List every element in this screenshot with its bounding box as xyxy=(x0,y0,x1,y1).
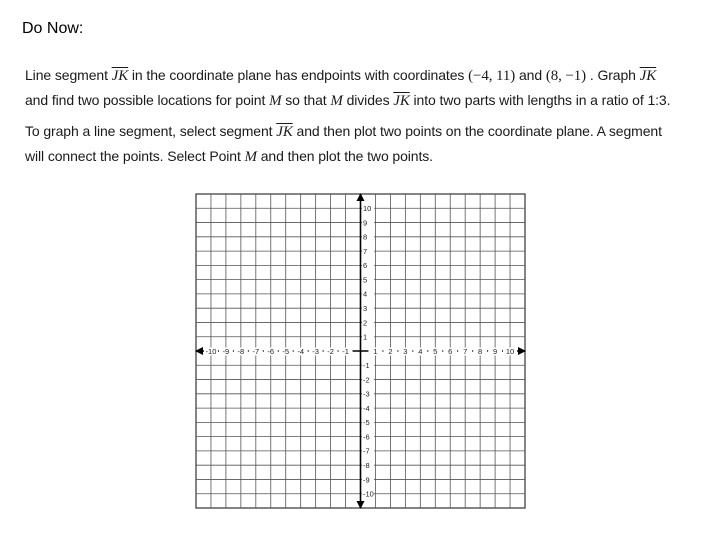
x-tick-label: 10 xyxy=(505,346,515,356)
y-tick-label: -6 xyxy=(363,432,370,442)
x-tick-label: -3 xyxy=(312,346,319,356)
x-tick-label: 5 xyxy=(433,346,438,356)
x-tick-label: -10 xyxy=(205,346,217,356)
segment-jk: $\overline{JK}$ xyxy=(393,93,410,109)
x-tick-label: 3 xyxy=(403,346,408,356)
y-tick-label: -10 xyxy=(363,489,374,499)
y-tick-label: 7 xyxy=(363,246,368,256)
x-tick-label: 4 xyxy=(418,346,423,356)
text: To graph a line segment, select segment xyxy=(25,123,277,139)
y-tick-label: 5 xyxy=(363,275,368,285)
y-tick-label: 10 xyxy=(363,204,372,214)
y-tick-label: 8 xyxy=(363,232,368,242)
y-tick-label: -4 xyxy=(363,403,370,413)
text: in the coordinate plane has endpoints with coordinates xyxy=(128,67,469,83)
x-tick-label: 2 xyxy=(388,346,393,356)
text: so that xyxy=(281,92,331,108)
segment-jk: $\overline{JK}$ xyxy=(111,68,129,84)
x-tick-label: 7 xyxy=(463,346,468,356)
y-tick-label: 2 xyxy=(363,318,368,328)
x-tick-label: 8 xyxy=(478,346,483,356)
text: . Graph xyxy=(586,67,640,83)
y-tick-label: -1 xyxy=(363,361,370,371)
x-tick-label: -2 xyxy=(327,346,334,356)
text: and then plot the two points. xyxy=(256,148,433,164)
x-tick-label: -7 xyxy=(252,346,260,356)
coordinate-k: (8, −1) xyxy=(545,68,587,84)
y-tick-label: 3 xyxy=(363,303,368,313)
y-tick-label: 4 xyxy=(363,289,368,299)
y-tick-label: -8 xyxy=(363,460,370,470)
x-tick-label: 9 xyxy=(493,346,498,356)
y-tick-label: 9 xyxy=(363,218,368,228)
text: and xyxy=(515,67,546,83)
segment-jk: $\overline{JK}$ xyxy=(639,68,657,84)
text: will connect the points. Select Point xyxy=(25,148,245,164)
point-m: M xyxy=(269,93,282,109)
select-point-m[interactable]: M xyxy=(244,149,257,165)
text: and find two possible locations for point xyxy=(25,92,270,108)
y-tick-label: -3 xyxy=(363,389,370,399)
x-tick-label: 1 xyxy=(373,346,378,356)
text: and then plot two points on the coordinate plane. A segment xyxy=(292,123,662,139)
text: into two parts with lengths in a ratio of 1:3. xyxy=(409,92,671,108)
x-tick-label: -4 xyxy=(297,346,305,356)
x-tick-label: -6 xyxy=(267,346,275,356)
y-tick-label: 1 xyxy=(363,332,368,342)
y-tick-label: -9 xyxy=(363,475,370,485)
y-tick-label: -7 xyxy=(363,446,370,456)
x-tick-label: -9 xyxy=(222,346,230,356)
select-segment-jk[interactable]: $\overline{JK}$ xyxy=(276,124,293,140)
y-tick-label: 6 xyxy=(363,261,368,271)
page-title: Do Now: xyxy=(22,20,84,37)
coordinate-j: (−4, 11) xyxy=(468,68,516,84)
text: divides xyxy=(342,92,394,108)
y-tick-label: -2 xyxy=(363,375,370,385)
x-tick-label: 6 xyxy=(448,346,453,356)
x-tick-label: -8 xyxy=(237,346,245,356)
point-m: M xyxy=(330,93,343,109)
x-tick-label: -1 xyxy=(342,346,349,356)
text: Line segment xyxy=(25,67,112,83)
x-tick-label: -5 xyxy=(282,346,290,356)
y-tick-label: -5 xyxy=(363,418,370,428)
